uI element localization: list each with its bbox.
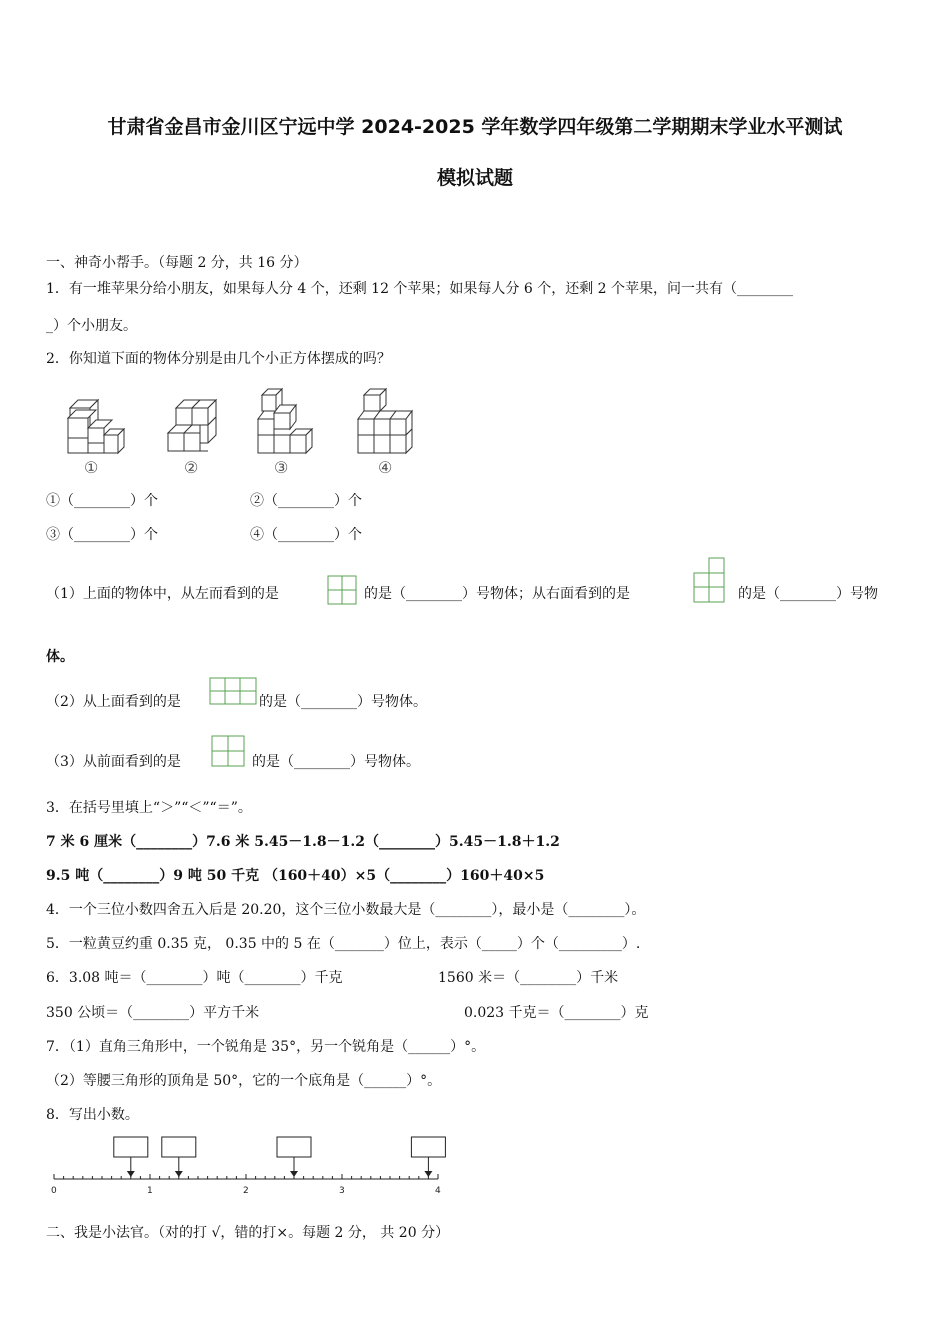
number-line-label: 4 <box>435 1186 441 1196</box>
page-title-line-2: 模拟试题 <box>436 167 513 189</box>
q2-part2-a: （2）从上面看到的是 <box>46 694 181 710</box>
q2-blank-2[interactable]: ②（________）个 <box>250 493 362 509</box>
answer-box <box>277 1137 311 1157</box>
cube-figure-4 <box>358 389 412 453</box>
section-2-heading: 二、我是小法官。（对的打 √，错的打×。每题 2 分， 共 20 分） <box>46 1225 450 1241</box>
cube-figures <box>60 383 440 483</box>
q8-stem: 8．写出小数。 <box>46 1107 139 1123</box>
q7-b: （2）等腰三角形的顶角是 50°，它的一个底角是（______）°。 <box>46 1073 442 1089</box>
answer-box <box>411 1137 445 1157</box>
cube-caption-3: ③ <box>274 458 289 477</box>
q3-stem: 3．在括号里填上“＞”“＜”“＝”。 <box>46 800 252 816</box>
q5-text: 5．一粒黄豆约重 0.35 克， 0.35 中的 5 在（_______）位上，表示（_____）个（_________）. <box>46 936 641 952</box>
q2-part1-b: 的是（________）号物体；从右面看到的是 <box>364 586 630 602</box>
q2-part3-a: （3）从前面看到的是 <box>46 754 181 770</box>
number-line <box>48 1133 448 1197</box>
q2-part3-b: 的是（________）号物体。 <box>252 754 420 770</box>
q4-text: 4．一个三位小数四舍五入后是 20.20，这个三位小数最大是（________），最小是（________）。 <box>46 902 646 918</box>
cube-figure-1 <box>68 400 124 453</box>
q2-blank-1[interactable]: ①（________）个 <box>46 493 158 509</box>
cube-caption-4: ④ <box>378 458 393 477</box>
answer-arrowhead <box>424 1171 432 1177</box>
page-title-line-1: 甘肃省金昌市金川区宁远中学 2024-2025 学年数学四年级第二学期期末学业水平测试 <box>107 116 843 138</box>
view-right-grid <box>693 557 725 603</box>
q6-a: 6．3.08 吨＝（________）吨（________）千克 <box>46 970 343 986</box>
q2-stem: 2．你知道下面的物体分别是由几个小正方体摆成的吗？ <box>46 351 391 367</box>
cube-caption-2: ② <box>184 458 199 477</box>
q3-row-2: 9.5 吨（________）9 吨 50 千克 （160＋40）×5（________）160＋40×5 <box>46 868 545 884</box>
q7-a: 7．（1）直角三角形中，一个锐角是 35°，另一个锐角是（______）°。 <box>46 1039 486 1055</box>
number-line-label: 3 <box>339 1186 345 1196</box>
answer-arrowhead <box>290 1171 298 1177</box>
q6-d: 0.023 千克＝（________）克 <box>464 1005 649 1021</box>
q2-part1-a: （1）上面的物体中，从左而看到的是 <box>46 586 279 602</box>
q1-line-2: _）个小朋友。 <box>46 318 137 334</box>
q6-b: 1560 米＝（________）千米 <box>438 970 619 986</box>
answer-box <box>162 1137 196 1157</box>
section-1-heading: 一、神奇小帮手。（每题 2 分，共 16 分） <box>46 255 308 271</box>
q6-c: 350 公顷＝（________）平方千米 <box>46 1005 260 1021</box>
number-line-label: 0 <box>51 1186 57 1196</box>
q2-blank-4[interactable]: ④（________）个 <box>250 527 362 543</box>
answer-box <box>114 1137 148 1157</box>
view-left-grid <box>327 575 357 605</box>
q2-part1-c: 的是（________）号物 <box>738 586 878 602</box>
answer-arrowhead <box>175 1171 183 1177</box>
cube-caption-1: ① <box>84 458 99 477</box>
cube-figure-3 <box>258 389 312 453</box>
q1-line-1: 1．有一堆苹果分给小朋友，如果每人分 4 个，还剩 12 个苹果；如果每人分 6 个，还剩 2 个苹果，问一共有（________ <box>46 281 794 297</box>
number-line-label: 2 <box>243 1186 249 1196</box>
cube-figure-2 <box>168 400 216 451</box>
view-top-grid <box>209 677 257 705</box>
number-line-label: 1 <box>147 1186 153 1196</box>
q2-blank-3[interactable]: ③（________）个 <box>46 527 158 543</box>
q3-row-1: 7 米 6 厘米（________）7.6 米 5.45－1.8－1.2（________）5.45－1.8＋1.2 <box>46 834 560 850</box>
q2-part1-tail: 体。 <box>46 649 74 665</box>
answer-arrowhead <box>127 1171 135 1177</box>
view-front-grid <box>211 735 245 767</box>
q2-part2-b: 的是（________）号物体。 <box>259 694 427 710</box>
